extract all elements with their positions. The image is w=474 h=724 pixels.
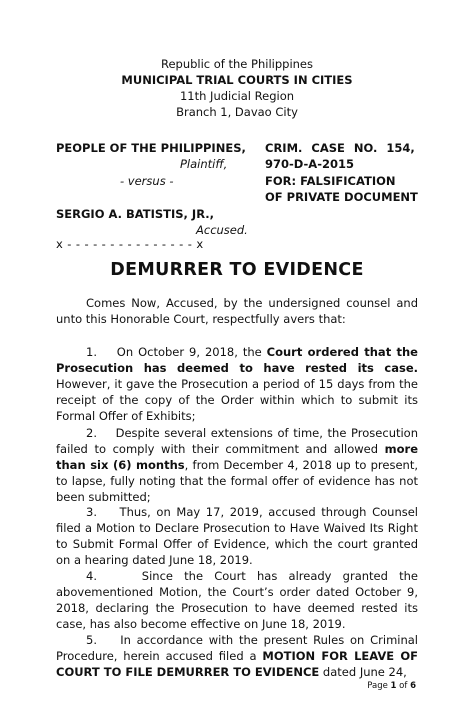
footer-page-total: 6 (410, 681, 416, 691)
footer-page-label: Page (367, 681, 391, 691)
header-region: 11th Judicial Region (179, 89, 295, 103)
paragraph-1-bold: Court ordered that the Prosecution has deemed to have rested its case. (56, 345, 418, 375)
document-title: DEMURRER TO EVIDENCE (110, 260, 364, 280)
paragraph-2-text-c: , from December 4, 2018 up to present, to lapse, fully noting that the formal offer of evidence has not been submitted; (56, 458, 418, 504)
paragraph-2-text-a: Despite several extensions of time, the Prosecution failed to comply with their commitment and allowed (56, 426, 419, 456)
header-branch: Branch 1, Davao City (176, 105, 298, 119)
paragraph-5-bold: MOTION FOR LEAVE OF COURT TO FILE DEMURRER TO EVIDENCE (56, 649, 418, 679)
accused-role: Accused. (196, 223, 248, 237)
intro-paragraph: Comes Now, Accused, by the undersigned counsel and unto this Honorable Court, respectfully avers that: (56, 296, 418, 326)
paragraph-1-number: 1. (86, 345, 97, 359)
footer-page-number: 1 (390, 681, 397, 691)
accused-name: SERGIO A. BATISTIS, JR., (56, 207, 215, 221)
plaintiff-name: PEOPLE OF THE PHILIPPINES, (56, 141, 246, 155)
paragraph-3-text: Thus, on May 17, 2019, accused through Counsel filed a Motion to Declare Prosecution to Have Waived Its Right to Submit Formal Offer of Evidence, which the court granted on a hearing dated June 18, 2019. (56, 505, 419, 567)
header-republic: Republic of the Philippines (160, 57, 314, 71)
charge-line1: FOR: FALSIFICATION (265, 174, 396, 188)
paragraph-5-number: 5. (86, 633, 97, 647)
versus-label: - versus - (120, 174, 174, 188)
paragraph-1-text-a: On October 9, 2018, the (116, 345, 267, 359)
paragraph-3 (56, 504, 418, 568)
header-court: MUNICIPAL TRIAL COURTS IN CITIES (121, 73, 353, 87)
paragraph-5 (56, 632, 418, 680)
caption-divider: x - - - - - - - - - - - - - - - x (56, 237, 204, 251)
charge-line2: OF PRIVATE DOCUMENT (265, 190, 418, 204)
case-number-line1: CRIM. CASE NO. 154, (265, 141, 415, 155)
paragraph-4 (56, 568, 418, 632)
plaintiff-role: Plaintiff, (180, 157, 228, 171)
paragraph-4-text: Since the Court has already granted the abovementioned Motion, the Court’s order dated October 9, 2018, declaring the Prosecution to have deemed rested its case, has also become effective on June 18, 2019. (56, 569, 418, 631)
footer-of-label: of (396, 681, 411, 691)
paragraph-5-text-c: dated June 24, (319, 665, 407, 679)
paragraph-2 (56, 425, 418, 505)
paragraph-4-number: 4. (86, 569, 97, 583)
case-number-line2: 970-D-A-2015 (265, 157, 354, 171)
paragraph-1-text-c: However, it gave the Prosecution a period of 15 days from the receipt of the copy of the Order within which to submit its Formal Offer of Exhibits; (56, 377, 418, 423)
paragraph-2-bold: more than six (6) months (56, 442, 418, 472)
paragraph-1 (56, 344, 418, 424)
paragraph-3-number: 3. (86, 505, 97, 519)
paragraph-2-number: 2. (86, 426, 97, 440)
page-footer (367, 681, 416, 691)
paragraph-5-text-a: In accordance with the present Rules on Criminal Procedure, herein accused filed a (56, 633, 418, 663)
